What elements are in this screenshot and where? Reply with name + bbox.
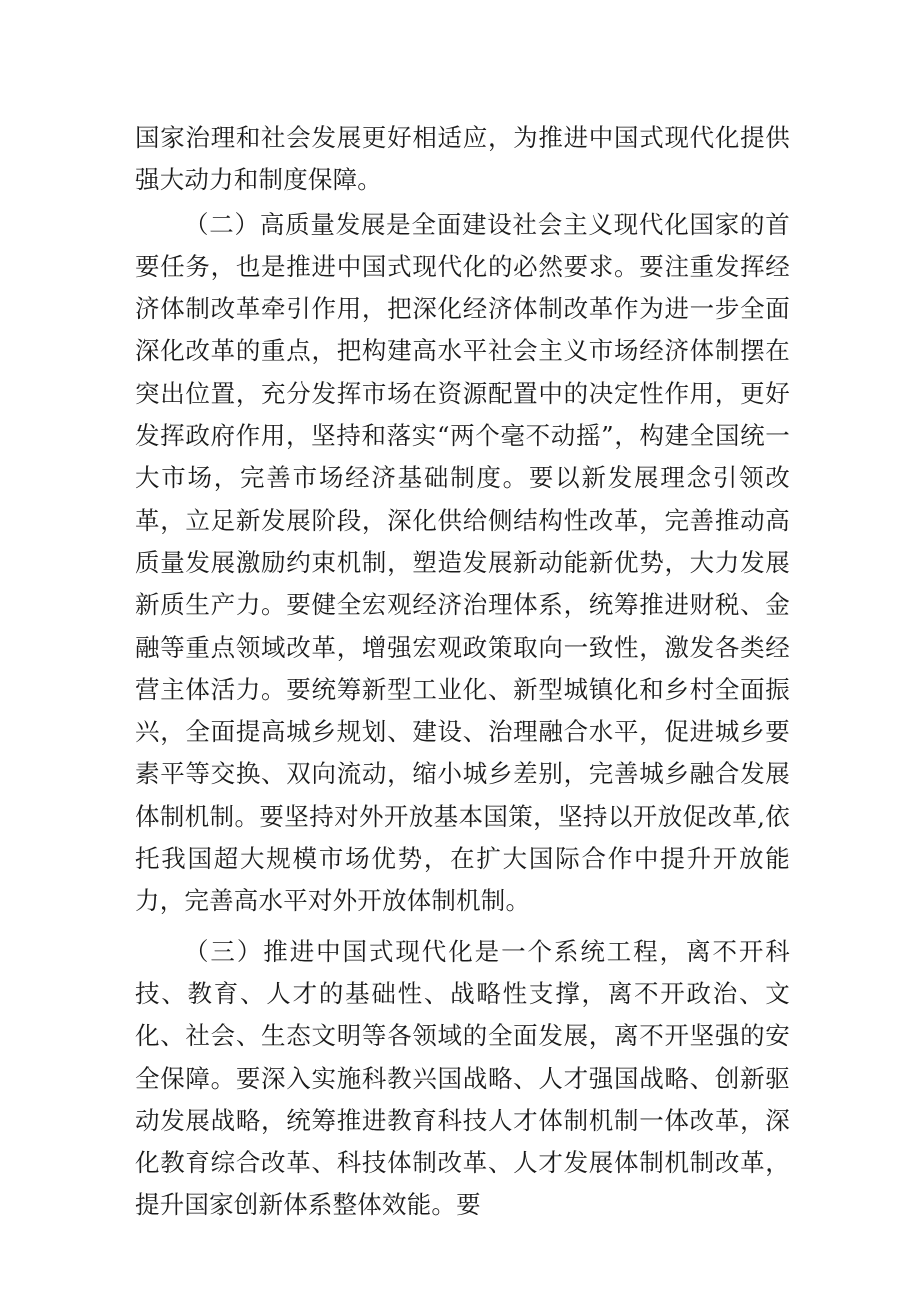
paragraph-systematic-project: （三）推进中国式现代化是一个系统工程，离不开科技、教育、人才的基础性、战略性支撑，离不开政治、文化、社会、生态文明等各领域的全面发展，离不开坚强的安全保障。要深入实施科教兴国战略、人才强国战略、创新驱动发展战略，统筹推进教育科技人才体制机制一体改革，深化教育综合改革、科技体制改革、人才发展体制机制改革，提升国家创新体系整体效能。要 xyxy=(135,936,790,1220)
paragraph-high-quality-development: （二）高质量发展是全面建设社会主义现代化国家的首要任务，也是推进中国式现代化的必然要求。要注重发挥经济体制改革牵引作用，把深化经济体制改革作为进一步全面深化改革的重点，把构建高水平社会主义市场经济体制摆在突出位置，充分发挥市场在资源配置中的决定性作用，更好发挥政府作用，坚持和落实“两个毫不动摇”，构建全国统一大市场，完善市场经济基础制度。要以新发展理念引领改革，立足新发展阶段，深化供给侧结构性改革，完善推动高质量发展激励约束机制，塑造发展新动能新优势，大力发展新质生产力。要健全宏观经济治理体系，统筹推进财税、金融等重点领域改革，增强宏观政策取向一致性，激发各类经营主体活力。要统筹新型工业化、新型城镇化和乡村全面振兴，全面提高城乡规划、建设、治理融合水平，促进城乡要素平等交换、双向流动，缩小城乡差别，完善城乡融合发展体制机制。要坚持对外开放基本国策，坚持以开放促改革,依托我国超大规模市场优势，在扩大国际合作中提升开放能力，完善高水平对外开放体制机制。 xyxy=(135,209,790,916)
paragraph-continuation: 国家治理和社会发展更好相适应，为推进中国式现代化提供强大动力和制度保障。 xyxy=(135,123,790,195)
document-body xyxy=(135,117,790,1227)
